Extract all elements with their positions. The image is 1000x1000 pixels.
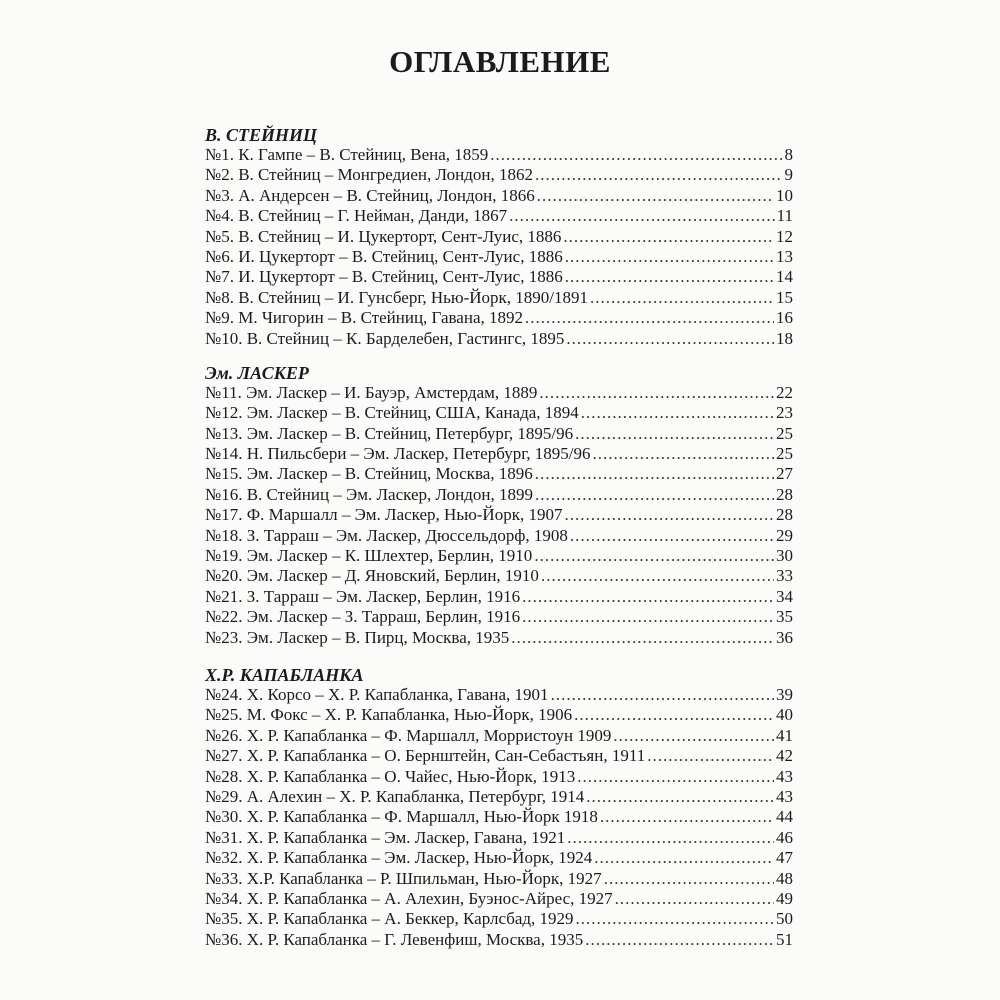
toc-entry: [205, 526, 793, 546]
toc-entry-title: №8. В. Стейниц – И. Гунсберг, Нью-Йорк, 1890/1891: [205, 287, 589, 307]
dot-leader: [647, 746, 774, 766]
dot-leader: [535, 485, 774, 505]
toc-entry: [205, 186, 793, 206]
toc-page-number: 49: [776, 888, 793, 908]
toc-entry: [205, 329, 793, 349]
dot-leader: [600, 807, 774, 827]
dot-leader: [541, 566, 774, 586]
toc-page-number: 44: [776, 807, 793, 827]
dot-leader: [511, 628, 774, 648]
dot-leader: [613, 726, 774, 746]
toc-entry: [205, 227, 793, 247]
toc-page-number: 42: [776, 746, 793, 766]
toc-entry-title: №28. Х. Р. Капабланка – О. Чайес, Нью-Йорк, 1913: [205, 766, 576, 786]
dot-leader: [576, 909, 774, 929]
toc-page-number: 18: [776, 328, 793, 348]
dot-leader: [590, 288, 774, 308]
dot-leader: [581, 403, 774, 423]
toc-entry: [205, 308, 793, 328]
dot-leader: [574, 705, 774, 725]
toc-page-number: 8: [784, 145, 793, 164]
toc-entry: [205, 485, 793, 505]
dot-leader: [490, 145, 782, 165]
toc-page-number: 15: [776, 287, 793, 307]
toc-entry-title: №26. Х. Р. Капабланка – Ф. Маршалл, Морристоун 1909: [205, 725, 612, 745]
toc-entry-title: №33. Х.Р. Капабланка – Р. Шпильман, Нью-Йорк, 1927: [205, 868, 602, 888]
toc-entry-title: №2. В. Стейниц – Монгредиен, Лондон, 1862: [205, 165, 533, 185]
toc-entry-title: №9. М. Чигорин – В. Стейниц, Гавана, 1892: [205, 308, 523, 328]
toc-page-number: 43: [776, 786, 793, 806]
toc-page-number: 43: [776, 766, 793, 786]
toc-entry-title: №4. В. Стейниц – Г. Нейман, Данди, 1867: [205, 206, 508, 226]
toc-entry-title: №11. Эм. Ласкер – И. Бауэр, Амстердам, 1889: [205, 382, 538, 402]
toc-page-number: 11: [776, 206, 793, 226]
dot-leader: [570, 526, 774, 546]
toc-entry: [205, 566, 793, 586]
toc-entry: [205, 247, 793, 267]
toc-entry-title: №29. А. Алехин – Х. Р. Капабланка, Петербург, 1914: [205, 786, 585, 806]
toc-page-number: 47: [776, 848, 793, 868]
toc-entry: [205, 403, 793, 423]
toc-page-number: 40: [776, 705, 793, 725]
toc-entry: [205, 848, 793, 868]
toc-entry: [205, 930, 793, 950]
toc-entry: [205, 607, 793, 627]
toc-page-number: 41: [776, 725, 793, 745]
dot-leader: [509, 206, 774, 226]
toc-page-number: 28: [776, 484, 793, 504]
table-of-contents: [205, 125, 793, 950]
toc-entry: [205, 869, 793, 889]
toc-entry: [205, 288, 793, 308]
toc-entry-title: №5. В. Стейниц – И. Цукерторт, Сент-Луис, 1886: [205, 226, 562, 246]
dot-leader: [537, 186, 774, 206]
dot-leader: [585, 930, 774, 950]
section-heading: Х.Р. КАПАБЛАНКА: [205, 664, 364, 685]
toc-entry-title: №27. Х. Р. Капабланка – О. Бернштейн, Сан-Себастьян, 1911: [205, 746, 646, 766]
toc-entry: [205, 383, 793, 403]
toc-entry-title: №3. А. Андерсен – В. Стейниц, Лондон, 1866: [205, 185, 535, 205]
dot-leader: [586, 787, 774, 807]
toc-page-number: 13: [776, 246, 793, 266]
dot-leader: [577, 767, 774, 787]
dot-leader: [535, 165, 783, 185]
toc-page-number: 25: [776, 423, 793, 443]
dot-leader: [565, 247, 774, 267]
dot-leader: [566, 329, 774, 349]
dot-leader: [539, 383, 774, 403]
dot-leader: [551, 685, 774, 705]
toc-page-number: 35: [776, 607, 793, 627]
toc-entry-title: №6. И. Цукерторт – В. Стейниц, Сент-Луис, 1886: [205, 246, 563, 266]
toc-entry: [205, 828, 793, 848]
toc-page-number: 9: [784, 165, 793, 185]
toc-entry-title: №10. В. Стейниц – К. Барделебен, Гастингс, 1895: [205, 328, 565, 348]
toc-entry-title: №32. Х. Р. Капабланка – Эм. Ласкер, Нью-Йорк, 1924: [205, 848, 593, 868]
toc-entry: [205, 685, 793, 705]
toc-entry-title: №19. Эм. Ласкер – К. Шлехтер, Берлин, 1910: [205, 546, 533, 566]
toc-page-number: 34: [776, 586, 793, 606]
toc-entry-title: №7. И. Цукерторт – В. Стейниц, Сент-Луис, 1886: [205, 267, 563, 287]
toc-entry: [205, 909, 793, 929]
toc-entry: [205, 267, 793, 287]
dot-leader: [525, 308, 774, 328]
toc-entry-title: №36. Х. Р. Капабланка – Г. Левенфиш, Москва, 1935: [205, 929, 584, 949]
toc-entry-title: №12. Эм. Ласкер – В. Стейниц, США, Канада, 1894: [205, 403, 579, 423]
toc-entry-title: №14. Н. Пильсбери – Эм. Ласкер, Петербург, 1895/96: [205, 444, 591, 464]
toc-page-number: 10: [776, 185, 793, 205]
toc-page-number: 27: [776, 464, 793, 484]
toc-entry: [205, 587, 793, 607]
dot-leader: [535, 464, 774, 484]
toc-entry: [205, 505, 793, 525]
toc-entry: [205, 628, 793, 648]
toc-entry: [205, 889, 793, 909]
toc-entry: [205, 767, 793, 787]
toc-entry-title: №23. Эм. Ласкер – В. Пирц, Москва, 1935: [205, 627, 510, 647]
dot-leader: [564, 505, 774, 525]
toc-page-number: 46: [776, 827, 793, 847]
toc-page-number: 23: [776, 403, 793, 423]
toc-page-number: 33: [776, 566, 793, 586]
dot-leader: [522, 587, 774, 607]
toc-entry: [205, 444, 793, 464]
toc-entry: [205, 145, 793, 165]
toc-page-number: 16: [776, 308, 793, 328]
toc-entry-title: №18. З. Тарраш – Эм. Ласкер, Дюссельдорф, 1908: [205, 525, 568, 545]
dot-leader: [575, 424, 774, 444]
toc-entry-title: №1. К. Гампе – В. Стейниц, Вена, 1859: [205, 145, 489, 164]
toc-entry-title: №35. Х. Р. Капабланка – А. Беккер, Карлсбад, 1929: [205, 909, 574, 929]
toc-page-number: 14: [776, 267, 793, 287]
toc-page-number: 30: [776, 546, 793, 566]
toc-entry-title: №30. Х. Р. Капабланка – Ф. Маршалл, Нью-Йорк 1918: [205, 807, 598, 827]
toc-entry: [205, 206, 793, 226]
toc-entry: [205, 807, 793, 827]
dot-leader: [594, 848, 774, 868]
dot-leader: [567, 828, 774, 848]
toc-entry: [205, 705, 793, 725]
toc-page-number: 48: [776, 868, 793, 888]
toc-entry: [205, 464, 793, 484]
dot-leader: [593, 444, 775, 464]
dot-leader: [522, 607, 774, 627]
toc-page-number: 29: [776, 525, 793, 545]
toc-entry: [205, 546, 793, 566]
dot-leader: [534, 546, 774, 566]
toc-entry: [205, 726, 793, 746]
dot-leader: [604, 869, 774, 889]
dot-leader: [563, 227, 774, 247]
section-heading: Эм. ЛАСКЕР: [205, 362, 309, 383]
toc-page-number: 51: [776, 929, 793, 949]
toc-entry-title: №22. Эм. Ласкер – З. Тарраш, Берлин, 1916: [205, 607, 521, 627]
page-title: ОГЛАВЛЕНИЕ: [389, 44, 611, 79]
section-heading: В. СТЕЙНИЦ: [205, 125, 318, 145]
toc-entry-title: №16. В. Стейниц – Эм. Ласкер, Лондон, 1899: [205, 484, 533, 504]
toc-page-number: 50: [776, 909, 793, 929]
toc-entry: [205, 787, 793, 807]
toc-page-number: 28: [776, 505, 793, 525]
dot-leader: [615, 889, 774, 909]
toc-page-number: 12: [776, 226, 793, 246]
toc-entry-title: №15. Эм. Ласкер – В. Стейниц, Москва, 1896: [205, 464, 533, 484]
toc-page-number: 22: [776, 382, 793, 402]
toc-page-number: 36: [776, 627, 793, 647]
toc-entry-title: №24. Х. Корсо – Х. Р. Капабланка, Гавана, 1901: [205, 684, 549, 704]
toc-entry: [205, 746, 793, 766]
toc-entry-title: №21. З. Тарраш – Эм. Ласкер, Берлин, 1916: [205, 586, 521, 606]
toc-entry-title: №25. М. Фокс – Х. Р. Капабланка, Нью-Йорк, 1906: [205, 705, 573, 725]
toc-page-number: 25: [776, 444, 793, 464]
toc-page-number: 39: [776, 684, 793, 704]
toc-entry-title: №31. Х. Р. Капабланка – Эм. Ласкер, Гавана, 1921: [205, 827, 566, 847]
toc-entry: [205, 165, 793, 185]
toc-entry-title: №17. Ф. Маршалл – Эм. Ласкер, Нью-Йорк, 1907: [205, 505, 563, 525]
toc-entry-title: №34. Х. Р. Капабланка – А. Алехин, Буэнос-Айрес, 1927: [205, 888, 613, 908]
toc-entry-title: №13. Эм. Ласкер – В. Стейниц, Петербург, 1895/96: [205, 423, 574, 443]
toc-entry-title: №20. Эм. Ласкер – Д. Яновский, Берлин, 1910: [205, 566, 539, 586]
toc-entry: [205, 424, 793, 444]
dot-leader: [565, 267, 774, 287]
